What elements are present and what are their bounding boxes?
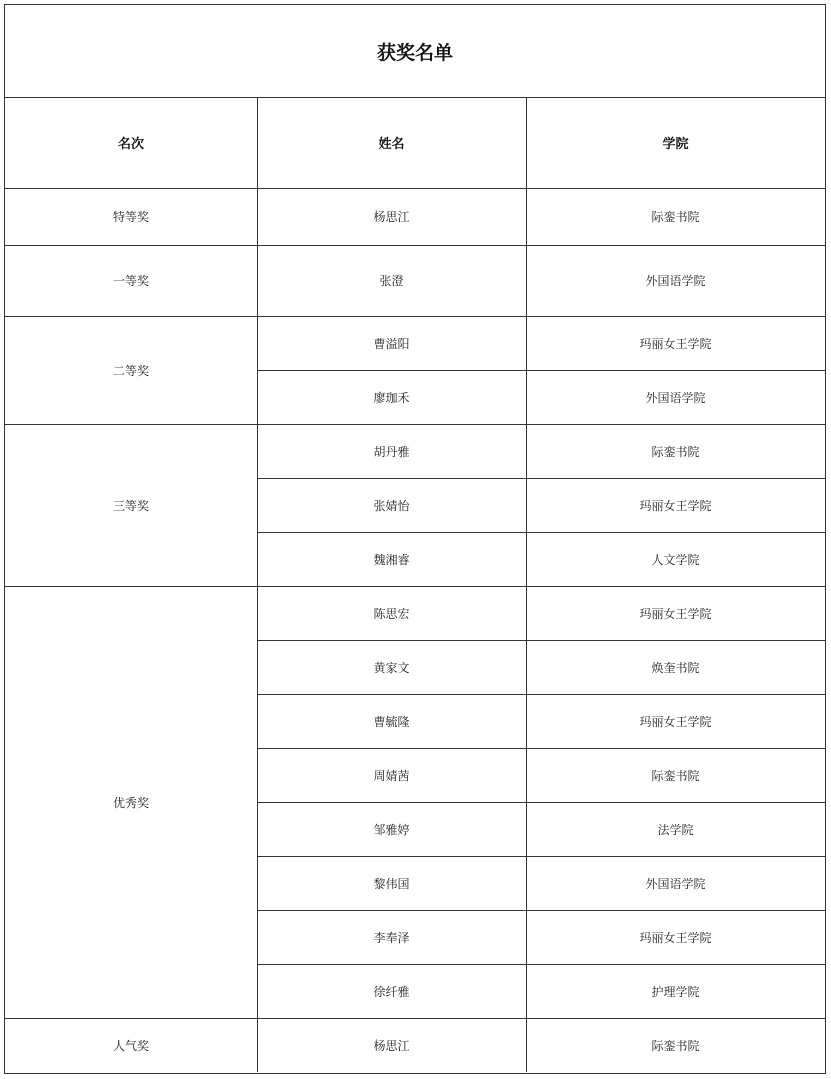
column-divider [257,97,258,1072]
college-cell: 际銮书院 [651,768,700,783]
name-cell: 杨思江 [373,210,410,224]
college-cell: 玛丽女王学院 [639,930,712,945]
college-cell: 护理学院 [651,984,700,999]
college-cell: 法学院 [657,822,694,837]
college-cell: 玛丽女王学院 [639,714,712,729]
name-cell: 周婧茜 [373,768,410,783]
name-cell: 魏湘睿 [373,552,410,567]
college-cell: 玛丽女王学院 [639,336,712,351]
name-cell: 曹毓隆 [373,714,410,729]
name-cell: 杨思江 [373,1038,410,1053]
header-name: 姓名 [378,137,405,152]
name-cell: 邹雅婷 [373,822,410,837]
rank-cell: 人气奖 [112,1038,149,1053]
college-cell: 际銮书院 [651,210,700,224]
name-cell: 张婧怡 [373,498,410,513]
college-cell: 际銮书院 [651,444,700,459]
rank-cell: 一等奖 [112,274,149,288]
rank-cell: 特等奖 [112,210,149,224]
college-cell: 人文学院 [651,552,700,567]
rank-cell: 三等奖 [112,498,149,513]
rank-cell: 二等奖 [112,363,149,378]
name-cell: 胡丹雅 [373,444,410,459]
header-college: 学院 [662,137,689,152]
college-cell: 外国语学院 [645,274,706,288]
header-rank: 名次 [117,137,144,152]
college-cell: 外国语学院 [645,876,706,891]
name-cell: 陈思宏 [373,606,410,621]
college-cell: 焕奎书院 [651,660,700,675]
college-cell: 玛丽女王学院 [639,606,712,621]
name-cell: 廖珈禾 [373,390,410,405]
table-title: 获奖名单 [5,5,825,98]
name-cell: 李奉泽 [373,930,410,945]
name-cell: 黎伟国 [373,876,410,891]
college-cell: 外国语学院 [645,390,706,405]
name-cell: 曹溢阳 [373,336,410,351]
college-cell: 玛丽女王学院 [639,498,712,513]
rank-cell: 优秀奖 [112,795,149,810]
award-list-table [4,4,826,1074]
name-cell: 徐纤雅 [373,984,410,999]
column-divider [526,97,527,1072]
name-cell: 黄家文 [373,660,410,675]
name-cell: 张澄 [379,274,404,288]
college-cell: 际銮书院 [651,1038,700,1053]
